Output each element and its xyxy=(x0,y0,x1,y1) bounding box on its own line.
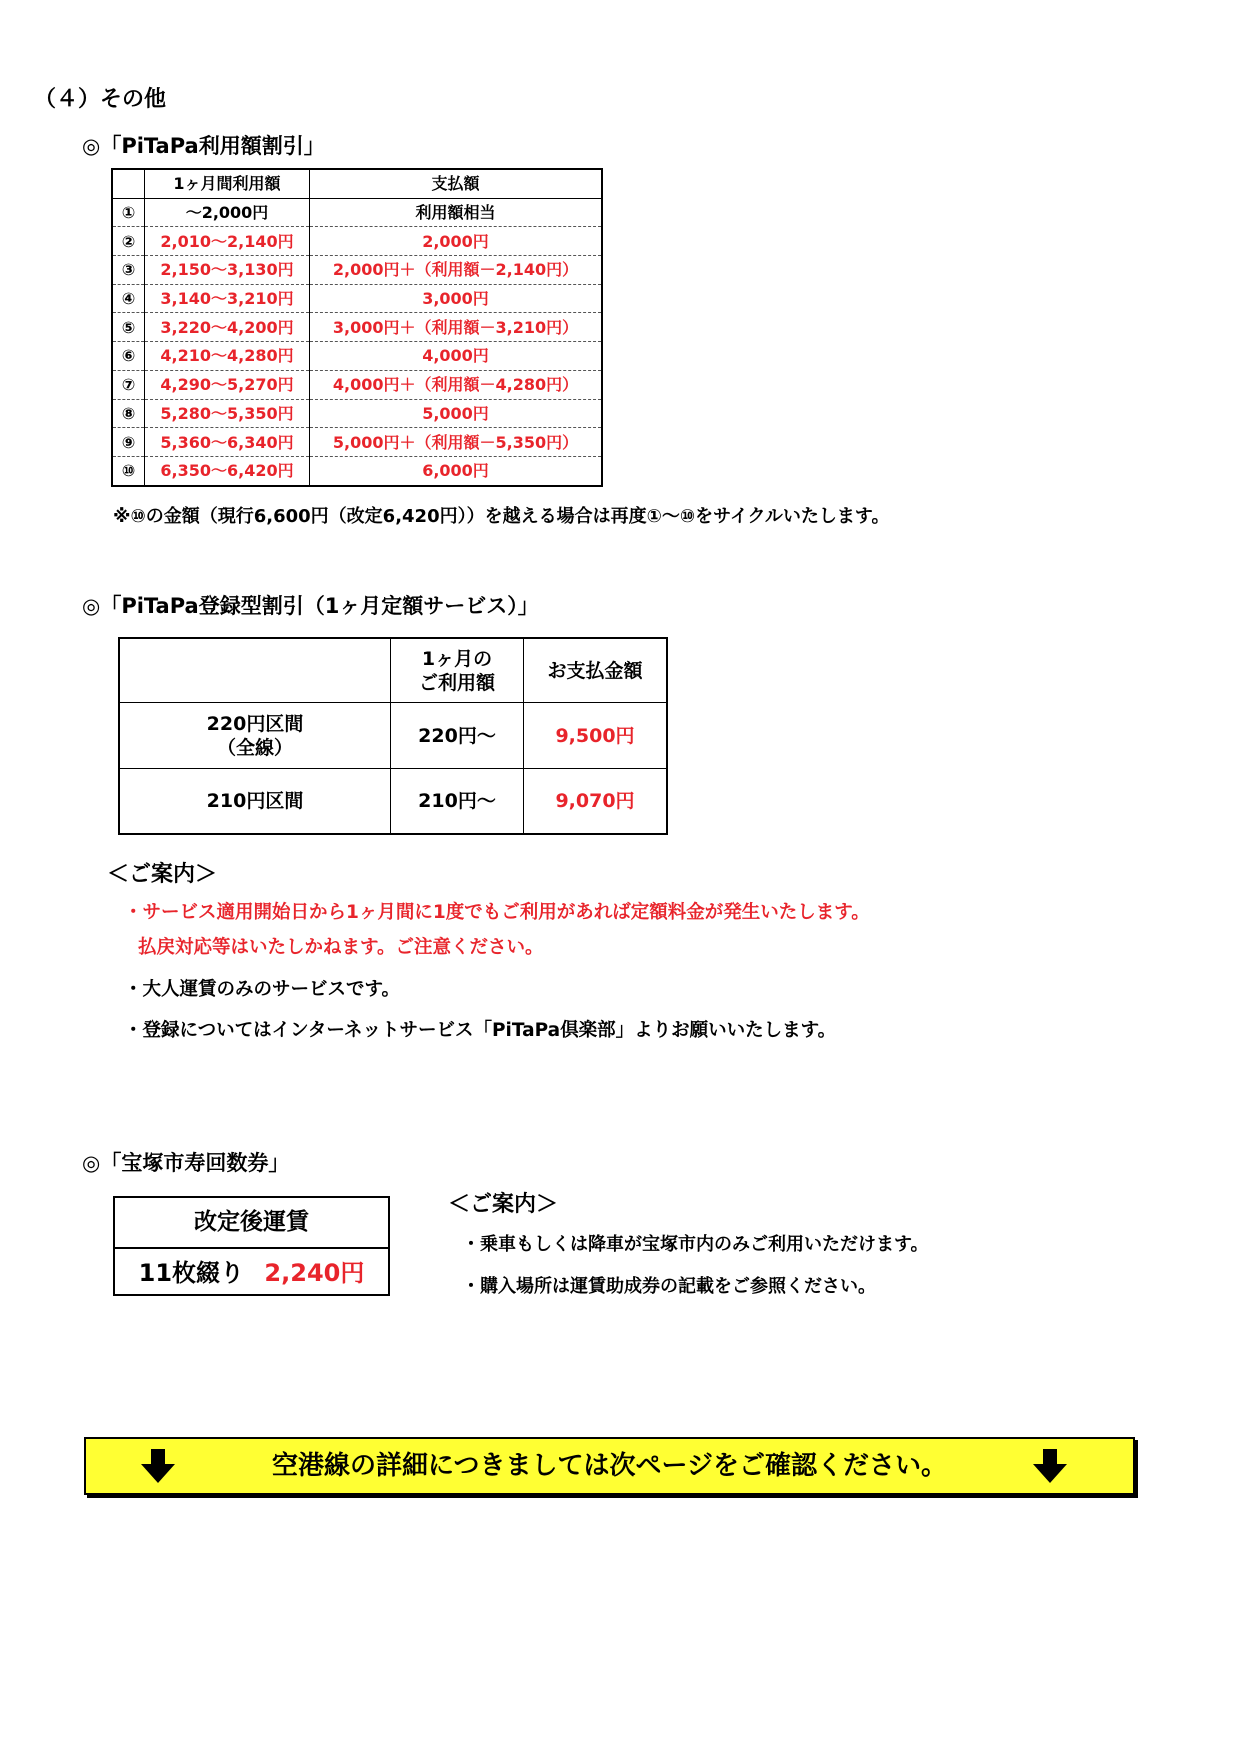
guide-heading: ＜ご案内＞ xyxy=(448,1192,559,1217)
usage-range: 2,010～2,140円 xyxy=(145,227,310,256)
row-number: ⑩ xyxy=(112,456,145,485)
guide-line: ・購入場所は運賃助成券の記載をご参照ください。 xyxy=(462,1276,876,1297)
takarazuka-ticket-heading: ◎「宝塚市寿回数券」 xyxy=(82,1151,290,1175)
table-row xyxy=(112,428,602,457)
header-cell-no xyxy=(112,169,145,198)
payment-amount: 5,000円＋（利用額－5,350円） xyxy=(310,428,603,457)
banner-text: 空港線の詳細につきましては次ページをご確認ください。 xyxy=(272,1451,947,1481)
table-row xyxy=(112,399,602,428)
row-number: ② xyxy=(112,227,145,256)
table-header-row xyxy=(119,638,667,703)
usage-header-line2: ご利用額 xyxy=(418,671,495,694)
section-label: 210円区間 xyxy=(119,769,391,835)
payment-amount: 5,000円 xyxy=(310,399,603,428)
table-row xyxy=(112,256,602,285)
payment-amount: 4,000円＋（利用額－4,280円） xyxy=(310,370,603,399)
revised-fare-value xyxy=(115,1249,388,1298)
usage-range: 3,220～4,200円 xyxy=(145,313,310,342)
usage-range: 4,210～4,280円 xyxy=(145,342,310,371)
table-row xyxy=(112,370,602,399)
guide-line: ・大人運賃のみのサービスです。 xyxy=(124,979,401,1000)
section-label-line1: 220円区間 xyxy=(206,712,304,735)
usage-range: 6,350～6,420円 xyxy=(145,456,310,485)
pitapa-discount-table xyxy=(111,168,603,487)
header-cell-pay: お支払金額 xyxy=(524,638,668,703)
row-number: ⑦ xyxy=(112,370,145,399)
revised-fare-title: 改定後運賃 xyxy=(115,1198,388,1249)
table-row xyxy=(112,313,602,342)
usage-amount: 210円～ xyxy=(391,769,524,835)
header-cell-blank xyxy=(119,638,391,703)
cycle-note: ※⑩の金額（現行6,600円（改定6,420円））を越える場合は再度①～⑩をサイクルいたします。 xyxy=(113,506,890,527)
next-page-banner xyxy=(84,1437,1135,1495)
header-cell-usage xyxy=(391,638,524,703)
payment-amount: 2,000円 xyxy=(310,227,603,256)
section-label xyxy=(119,703,391,769)
section-title: （４）その他 xyxy=(34,87,167,112)
table-row xyxy=(119,769,667,835)
guide-line: 払戻対応等はいたしかねます。ご注意ください。 xyxy=(138,937,544,958)
header-cell-usage: 1ヶ月間利用額 xyxy=(145,169,310,198)
payment-amount: 4,000円 xyxy=(310,342,603,371)
row-number: ⑧ xyxy=(112,399,145,428)
table-row xyxy=(119,703,667,769)
table-row xyxy=(112,198,602,227)
row-number: ⑨ xyxy=(112,428,145,457)
usage-range: 2,150～3,130円 xyxy=(145,256,310,285)
table-header-row xyxy=(112,169,602,198)
guide-line: ・サービス適用開始日から1ヶ月間に1度でもご利用があれば定額料金が発生いたします。 xyxy=(124,902,870,923)
payment-amount: 9,500円 xyxy=(524,703,668,769)
table-row xyxy=(112,284,602,313)
usage-amount: 220円～ xyxy=(391,703,524,769)
payment-amount: 6,000円 xyxy=(310,456,603,485)
pitapa-discount-heading: ◎「PiTaPa利用額割引」 xyxy=(82,134,325,158)
row-number: ⑤ xyxy=(112,313,145,342)
usage-header-line1: 1ヶ月の xyxy=(421,647,493,670)
table-row xyxy=(112,342,602,371)
set-label: 11枚綴り xyxy=(138,1259,245,1287)
payment-amount: 3,000円 xyxy=(310,284,603,313)
revised-fare-box xyxy=(113,1196,390,1296)
registered-discount-table xyxy=(118,637,668,835)
row-number: ③ xyxy=(112,256,145,285)
usage-range: 5,280～5,350円 xyxy=(145,399,310,428)
arrow-down-icon xyxy=(1032,1449,1068,1485)
row-number: ① xyxy=(112,198,145,227)
usage-range: 4,290～5,270円 xyxy=(145,370,310,399)
guide-line: ・登録についてはインターネットサービス「PiTaPa倶楽部」よりお願いいたします。 xyxy=(124,1020,837,1041)
ticket-price: 2,240円 xyxy=(264,1259,365,1287)
payment-amount: 9,070円 xyxy=(524,769,668,835)
usage-range: ～2,000円 xyxy=(145,198,310,227)
table-row xyxy=(112,227,602,256)
guide-line: ・乗車もしくは降車が宝塚市内のみご利用いただけます。 xyxy=(462,1234,929,1255)
usage-range: 5,360～6,340円 xyxy=(145,428,310,457)
section-label-line2: （全線） xyxy=(216,736,293,759)
payment-amount: 3,000円＋（利用額－3,210円） xyxy=(310,313,603,342)
payment-amount: 利用額相当 xyxy=(310,198,603,227)
guide-heading: ＜ご案内＞ xyxy=(107,862,218,887)
payment-amount: 2,000円＋（利用額－2,140円） xyxy=(310,256,603,285)
registered-discount-heading: ◎「PiTaPa登録型割引（1ヶ月定額サービス）」 xyxy=(82,594,539,618)
table-row xyxy=(112,456,602,485)
usage-range: 3,140～3,210円 xyxy=(145,284,310,313)
row-number: ⑥ xyxy=(112,342,145,371)
row-number: ④ xyxy=(112,284,145,313)
header-cell-pay: 支払額 xyxy=(310,169,603,198)
